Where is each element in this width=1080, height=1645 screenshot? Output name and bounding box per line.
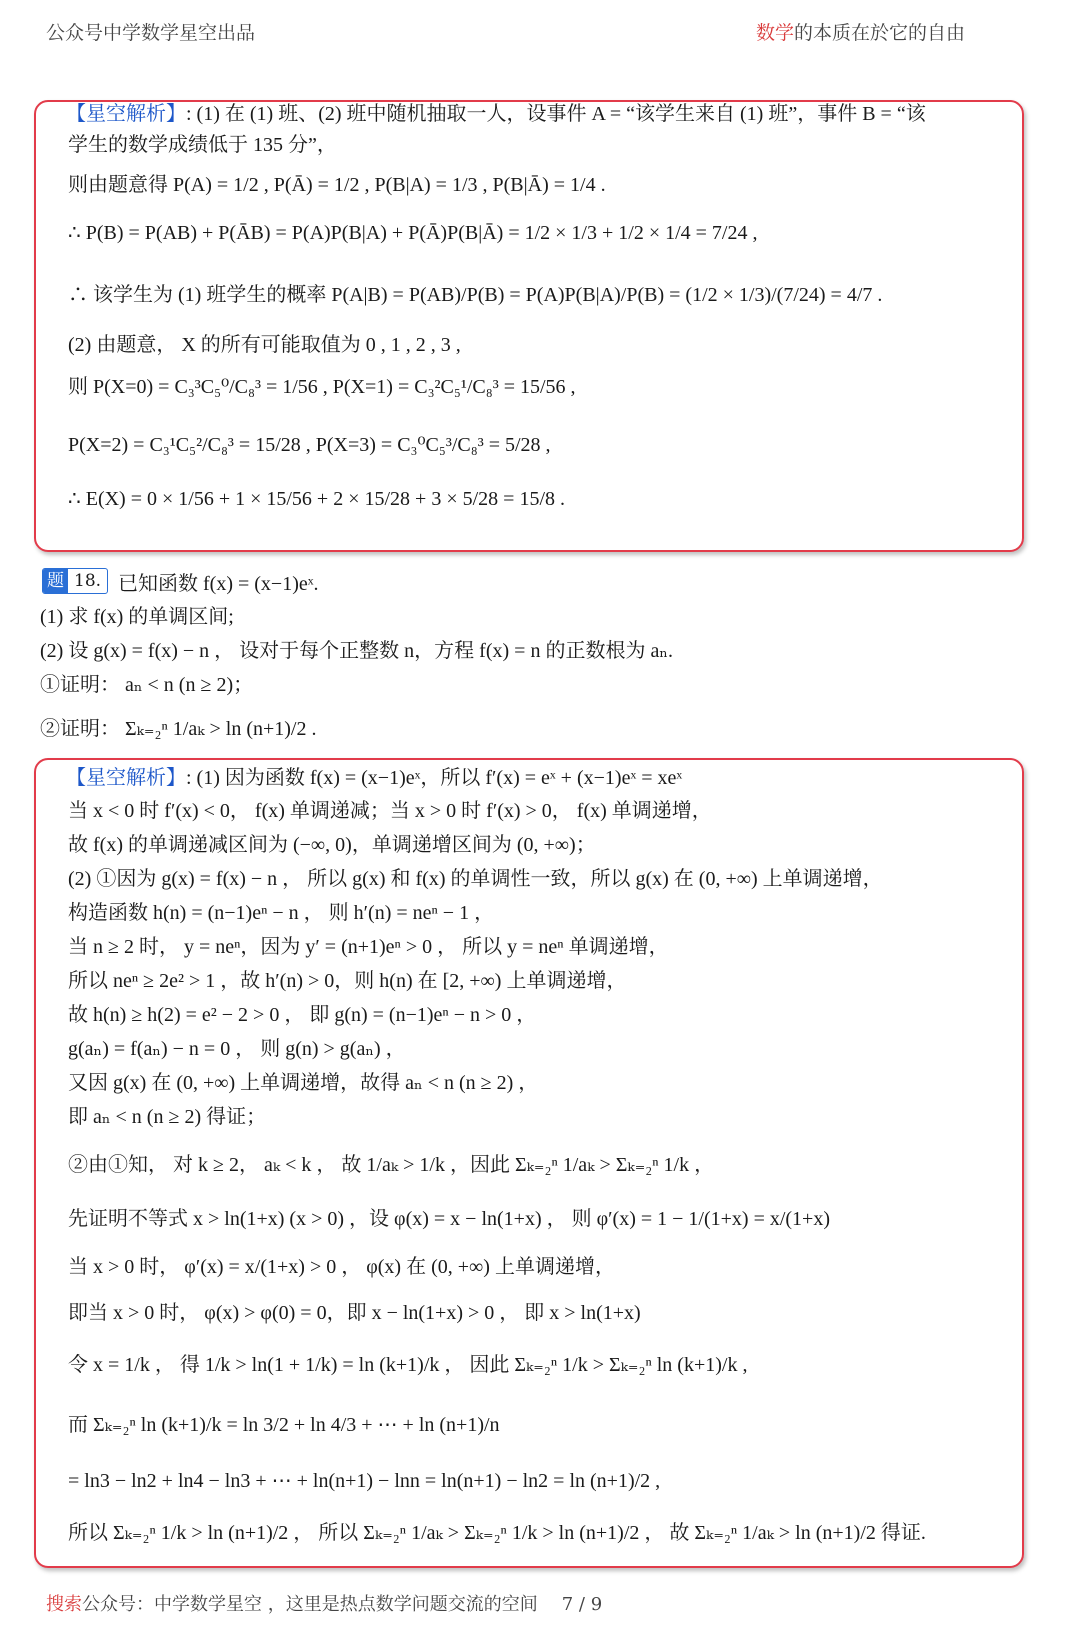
header-source: 公众号中学数学星空出品: [46, 22, 256, 44]
solution2-line-18: 所以 Σₖ₌₂ⁿ 1/k > ln (n+1)/2 ， 所以 Σₖ₌₂ⁿ 1/aₖ > Σₖ₌₂ⁿ 1/k > ln (n+1)/2 ， 故 Σₖ₌₂ⁿ 1/aₖ > ln (n+1)/2 得证.: [68, 1522, 926, 1544]
header-slogan: [756, 18, 965, 45]
solution2-line-10: 即 aₙ < n (n ≥ 2) 得证；: [68, 1106, 267, 1128]
solution1-line-1: 学生的数学成绩低于 135 分”，: [68, 134, 337, 156]
footer-text: 公众号：中学数学星空 ，这里是热点数学问题交流的空间: [82, 1594, 538, 1615]
solution2-line-9: 又因 g(x) 在 (0, +∞) 上单调递增，故得 aₙ < n (n ≥ 2) ，: [68, 1072, 539, 1094]
solution1-line-3: ∴ P(B) = P(AB) + P(ĀB) = P(A)P(B|A) + P(Ā)P(B|Ā) = 1/2 × 1/3 + 1/2 × 1/4 = 7/24 ,: [68, 222, 758, 244]
solution2-line-15: 令 x = 1/k ， 得 1/k > ln(1 + 1/k) = ln (k+1)/k ， 因此 Σₖ₌₂ⁿ 1/k > Σₖ₌₂ⁿ ln (k+1)/k ,: [68, 1354, 748, 1376]
question-part-2-1: ①证明： aₙ < n (n ≥ 2)；: [40, 674, 254, 696]
solution2-line-13: 当 x > 0 时， φ′(x) = x/(1+x) > 0 ， φ(x) 在 (0, +∞) 上单调递增，: [68, 1256, 615, 1278]
solution2-line-8: g(aₙ) = f(aₙ) − n = 0 ， 则 g(n) > g(aₙ) ，: [68, 1038, 406, 1060]
question-number-tag: [42, 568, 108, 594]
solution1-line-4: ∴ 该学生为 (1) 班学生的概率 P(A|B) = P(AB)/P(B) = P(A)P(B|A)/P(B) = (1/2 × 1/3)/(7/24) = 4/7 .: [68, 284, 883, 306]
solution2-line-14: 即当 x > 0 时， φ(x) > φ(0) = 0，即 x − ln(1+x) > 0 ， 即 x > ln(1+x): [68, 1302, 641, 1324]
solution2-label: 【星空解析】: [66, 765, 186, 789]
solution1-line-0: [66, 100, 926, 127]
solution1-line-7: P(X=2) = C₃¹C₅²/C₈³ = 15/28 , P(X=3) = C₃⁰C₅³/C₈³ = 5/28 ,: [68, 434, 551, 456]
solution2-line-1: 当 x < 0 时 f′(x) < 0， f(x) 单调递减；当 x > 0 时 f′(x) > 0， f(x) 单调递增，: [68, 800, 712, 822]
solution2-line-16: 而 Σₖ₌₂ⁿ ln (k+1)/k = ln 3/2 + ln 4/3 + ⋯ + ln (n+1)/n: [68, 1414, 500, 1436]
solution2-line-17: = ln3 − ln2 + ln4 − ln3 + ⋯ + ln(n+1) − lnn = ln(n+1) − ln2 = ln (n+1)/2 ,: [68, 1470, 661, 1492]
solution2-line-7: 故 h(n) ≥ h(2) = e² − 2 > 0 ， 即 g(n) = (n−1)eⁿ − n > 0 ，: [68, 1004, 537, 1026]
solution2-line-11: ②由①知， 对 k ≥ 2， aₖ < k ， 故 1/aₖ > 1/k ，因此 Σₖ₌₂ⁿ 1/aₖ > Σₖ₌₂ⁿ 1/k ，: [68, 1154, 715, 1176]
solution2-line-0: [66, 764, 682, 791]
solution1-label: 【星空解析】: [66, 101, 186, 125]
solution2-line-3: (2) ①因为 g(x) = f(x) − n ， 所以 g(x) 和 f(x) 的单调性一致，所以 g(x) 在 (0, +∞) 上单调递增，: [68, 868, 883, 890]
question-tag-number: 18.: [74, 571, 102, 591]
solution1-line-6: 则 P(X=0) = C₃³C₅⁰/C₈³ = 1/56 , P(X=1) = C₃²C₅¹/C₈³ = 15/56 ,: [68, 376, 576, 398]
page-number: 7 / 9: [561, 1594, 603, 1615]
solution1-line-5: (2) 由题意， X 的所有可能取值为 0 , 1 , 2 , 3 ,: [68, 334, 461, 356]
solution2-line-6: 所以 neⁿ ≥ 2e² > 1 ，故 h′(n) > 0，则 h(n) 在 [2, +∞) 上单调递增，: [68, 970, 627, 992]
solution2-line-2: 故 f(x) 的单调递减区间为 (−∞, 0)，单调递增区间为 (0, +∞)；: [68, 834, 596, 856]
header-slogan-accent: 数学: [755, 22, 794, 44]
question-part-1: (1) 求 f(x) 的单调区间;: [40, 606, 234, 628]
footer: [46, 1590, 602, 1616]
question-part-2: (2) 设 g(x) = f(x) − n ， 设对于每个正整数 n，方程 f(x) = n 的正数根为 aₙ.: [40, 640, 673, 662]
question-tag-label: 题: [43, 569, 68, 593]
solution1-text-0: : (1) 在 (1) 班、(2) 班中随机抽取一人，设事件 A = “该学生来自 (1) 班”，事件 B = “该: [186, 103, 926, 125]
solution2-line-5: 当 n ≥ 2 时， y = neⁿ，因为 y′ = (n+1)eⁿ > 0 ， 所以 y = neⁿ 单调递增，: [68, 936, 669, 958]
question-stem: 已知函数 f(x) = (x−1)eˣ.: [118, 573, 319, 595]
solution2-line-12: 先证明不等式 x > ln(1+x) (x > 0) ，设 φ(x) = x − ln(1+x) ， 则 φ′(x) = 1 − 1/(1+x) = x/(1+x): [68, 1208, 831, 1230]
solution2-line-4: 构造函数 h(n) = (n−1)eⁿ − n ， 则 h′(n) = neⁿ − 1 ，: [68, 902, 495, 924]
solution1-line-2: 则由题意得 P(A) = 1/2 , P(Ā) = 1/2 , P(B|A) = 1/3 , P(B|Ā) = 1/4 .: [68, 174, 606, 196]
footer-accent: 搜索: [46, 1594, 82, 1615]
question-part-2-2: ②证明： Σₖ₌₂ⁿ 1/aₖ > ln (n+1)/2 .: [40, 718, 317, 740]
solution2-text-0: : (1) 因为函数 f(x) = (x−1)eˣ，所以 f′(x) = eˣ + (x−1)eˣ = xeˣ: [186, 767, 683, 789]
solution-box-17: [34, 100, 1024, 552]
header-slogan-rest: 的本质在於它的自由: [793, 22, 965, 44]
solution1-line-8: ∴ E(X) = 0 × 1/56 + 1 × 15/56 + 2 × 15/28 + 3 × 5/28 = 15/8 .: [68, 488, 566, 510]
